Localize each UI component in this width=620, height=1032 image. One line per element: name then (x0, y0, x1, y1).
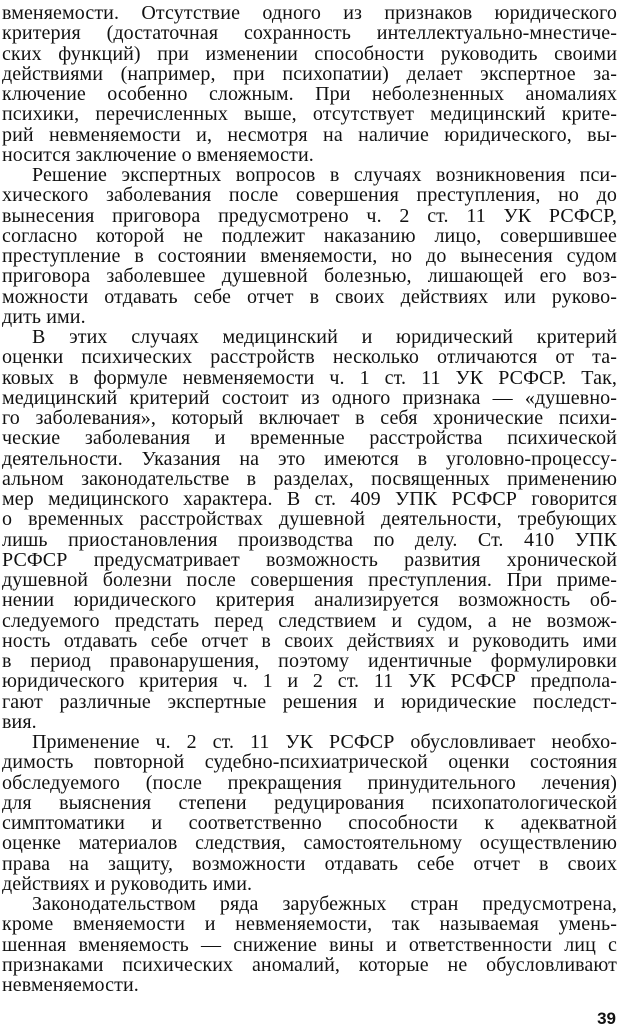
text-line: симптоматики и соответственно способности к адекватной (2, 812, 617, 834)
text-line: го заболевания», который включает в себя хронические психи- (2, 407, 617, 429)
text-line: критерия (достаточная сохранность интеллектуально-мнестиче- (2, 22, 617, 45)
text-line: приговора заболевшее душевной болезнью, лишающей его воз- (2, 265, 617, 288)
paragraph (2, 894, 617, 995)
text-line: вменяемости. Отсутствие одного из признаков юридического (2, 2, 617, 24)
text-line: действиях и руководить ими. (2, 872, 253, 895)
text-line: Применение ч. 2 ст. 11 УК РСФСР обусловливает необхо- (32, 731, 617, 753)
text-line: можности отдавать себе отчет в своих действиях или руково- (2, 285, 617, 308)
page-number: 39 (597, 1009, 616, 1028)
text-line: для выяснения степени редуцирования психопатологической (2, 791, 617, 814)
text-line: Решение экспертных вопросов в случаях возникновения пси- (32, 164, 617, 186)
text-line: следуемого предстать перед следствием и судом, а не возмож- (2, 609, 617, 632)
text-line: дить ими. (2, 305, 86, 328)
text-line: оценке материалов следствия, самостоятельному осуществлению (2, 832, 617, 855)
text-line: носится заключение о вменяемости. (2, 143, 314, 166)
text-line: димость повторной судебно-психиатрической оценки состояния (2, 751, 617, 774)
text-line: обследуемого (после прекращения принудительного лечения) (2, 771, 617, 794)
text-line: РСФСР предусматривает возможность развития хронической (2, 548, 617, 571)
text-line: вынесения приговора предусмотрено ч. 2 ст. 11 УК РСФСР, (2, 204, 617, 227)
text-line: рий невменяемости и, несмотря на наличие юридического, вы- (2, 123, 617, 146)
text-line: нении юридического критерия анализируется возможность об- (2, 589, 617, 612)
text-line: ческие заболевания и временные расстройства психической (2, 427, 617, 450)
text-line: мер медицинского характера. В ст. 409 УПК РСФСР говорится (2, 488, 617, 510)
text-line: признаками психических аномалий, которые не обусловливают (2, 953, 617, 976)
text-line: В этих случаях медицинский и юридический критерий (32, 326, 617, 348)
text-line: действиями (например, при психопатии) делает экспертное за- (2, 62, 617, 85)
text-line: согласно которой не подлежит наказанию лицо, совершившее (2, 224, 617, 247)
text-line: ковых в формуле невменяемости ч. 1 ст. 11 УК РСФСР. Так, (2, 366, 617, 389)
text-line: права на защиту, возможности отдавать себе отчет в своих (2, 852, 617, 875)
paragraph (2, 732, 617, 894)
text-line: медицинский критерий состоит из одного признака — «душевно- (2, 386, 617, 409)
text-line: о временных расстройствах душевной деятельности, требующих (2, 508, 617, 531)
text-line: кроме вменяемости и невменяемости, так называемая умень- (2, 913, 617, 936)
text-line: шенная вменяемость — снижение вины и ответственности лиц с (2, 933, 617, 956)
text-line: преступление в состоянии вменяемости, но до вынесения судом (2, 245, 617, 267)
text-line: психики, перечисленных выше, отсутствует медицинский крите- (2, 103, 617, 126)
text-line: душевной болезни после совершения преступления. При приме- (2, 569, 617, 591)
paragraph (2, 3, 617, 165)
text-line: хического заболевания после совершения преступления, но до (2, 184, 617, 207)
text-line: лишь приостановления производства по делу. Ст. 410 УПК (2, 528, 617, 551)
paragraph (2, 165, 617, 327)
text-line: ключение особенно сложным. При неболезненных аномалиях (2, 83, 617, 105)
paragraph (2, 327, 617, 732)
page-body (2, 3, 617, 995)
text-line: вия. (2, 710, 37, 733)
text-line: альном законодательстве в разделах, посвященных применению (2, 467, 617, 490)
text-line: ских функций) при изменении способности руководить своими (2, 42, 617, 65)
text-line: деятельности. Указания на это имеются в уголовно-процессу- (2, 447, 617, 470)
text-line: ность отдавать себе отчет в своих действиях и руководить ими (2, 629, 617, 652)
text-line: Законодательством ряда зарубежных стран предусмотрена, (32, 893, 617, 915)
text-line: юридического критерия ч. 1 и 2 ст. 11 УК РСФСР предпола- (2, 670, 617, 693)
text-line: в период правонарушения, поэтому идентичные формулировки (2, 650, 617, 672)
text-line: гают различные экспертные решения и юридические последст- (2, 690, 617, 713)
text-line: оценки психических расстройств несколько отличаются от та- (2, 346, 617, 369)
text-line: невменяемости. (2, 974, 139, 996)
